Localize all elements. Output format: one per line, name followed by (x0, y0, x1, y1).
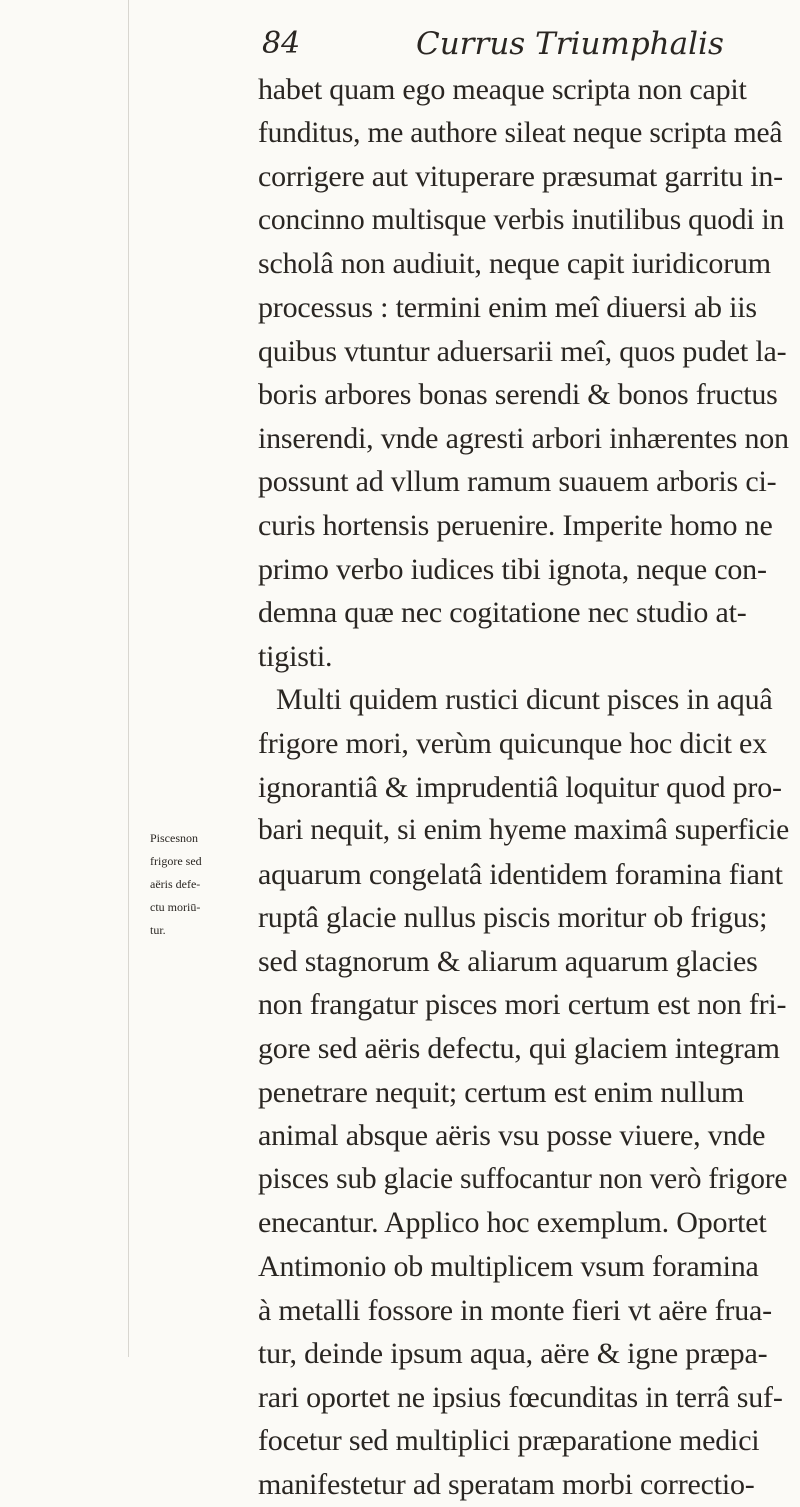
text-line: ignorantiâ & imprudentiâ loquitur quod pro- (258, 770, 782, 804)
text-line: penetrare nequit; certum est enim nullum (258, 1075, 745, 1109)
text-line: funditus, me authore sileat neque scripta meâ (258, 116, 783, 149)
marginal-note-line: ctu moriū- (150, 900, 201, 914)
text-line: ruptâ glacie nullus piscis moritur ob frigus; (258, 901, 768, 935)
text-line: non frangatur pisces mori certum est non fri- (258, 988, 787, 1022)
text-line: tigisti. (258, 639, 333, 673)
text-line: bari nequit, si enim hyeme maximâ superficie (258, 814, 790, 847)
text-line: focetur sed multiplici præparatione medici (258, 1424, 760, 1458)
text-line: quibus vtuntur aduersarii meî, quos pudet la- (258, 334, 787, 368)
text-line: rari oportet ne ipsius fœcunditas in terrâ suf- (258, 1380, 783, 1414)
text-line: aquarum congelatâ identidem foramina fiant (258, 857, 783, 891)
page-number: 84 (262, 26, 301, 61)
text-line: primo verbo iudices tibi ignota, neque con- (258, 552, 767, 586)
text-line: manifestetur ad speratam morbi correctio- (258, 1468, 755, 1501)
text-line: à metalli fossore in monte fieri vt aëre frua- (258, 1293, 772, 1327)
text-line: gore sed aëris defectu, qui glaciem integram (258, 1032, 780, 1066)
paragraph-start-line: Multi quidem rustici dicunt pisces in aquâ (276, 683, 773, 717)
marginal-note-line: frigore sed (150, 854, 202, 868)
text-line: habet quam ego meaque scripta non capit (258, 73, 747, 106)
text-line: pisces sub glacie suffocantur non verò frigore (258, 1162, 788, 1195)
text-line: concinno multisque verbis inutilibus quodi in (258, 203, 785, 236)
text-line: Antimonio ob multiplicem vsum foramina (258, 1250, 759, 1284)
text-line: animal absque aëris vsu posse viuere, vnde (258, 1119, 766, 1153)
page-header (262, 26, 782, 70)
text-line: curis hortensis peruenire. Imperite homo ne (258, 508, 773, 542)
marginal-note-line: aëris defe- (150, 877, 201, 891)
text-line: enecantur. Applico hoc exemplum. Oportet (258, 1206, 767, 1240)
text-line: possunt ad vllum ramum suauem arboris ci- (258, 465, 777, 499)
text-line: demna quæ nec cogitatione nec studio at- (258, 596, 747, 630)
text-line: scholâ non audiuit, neque capit iuridicorum (258, 247, 771, 281)
running-head: Currus Triumphalis (416, 26, 724, 62)
marginal-note-line: Piscesnon (150, 831, 198, 845)
body-text (258, 68, 790, 1507)
text-line: frigore mori, verùm quicunque hoc dicit ex (258, 726, 767, 760)
marginal-note (150, 827, 258, 942)
text-line: inserendi, vnde agresti arbori inhærentes non (258, 421, 789, 455)
text-line: corrigere aut vituperare præsumat garritu in- (258, 160, 783, 194)
marginal-note-line: tur. (150, 923, 166, 937)
text-line: tur, deinde ipsum aqua, aëre & igne præpa- (258, 1337, 768, 1371)
text-line: processus : termini enim meî diuersi ab iis (258, 290, 757, 324)
binding-edge (128, 0, 129, 1357)
text-line: sed stagnorum & aliarum aquarum glacies (258, 944, 758, 978)
text-line: boris arbores bonas serendi & bonos fructus (258, 378, 778, 412)
